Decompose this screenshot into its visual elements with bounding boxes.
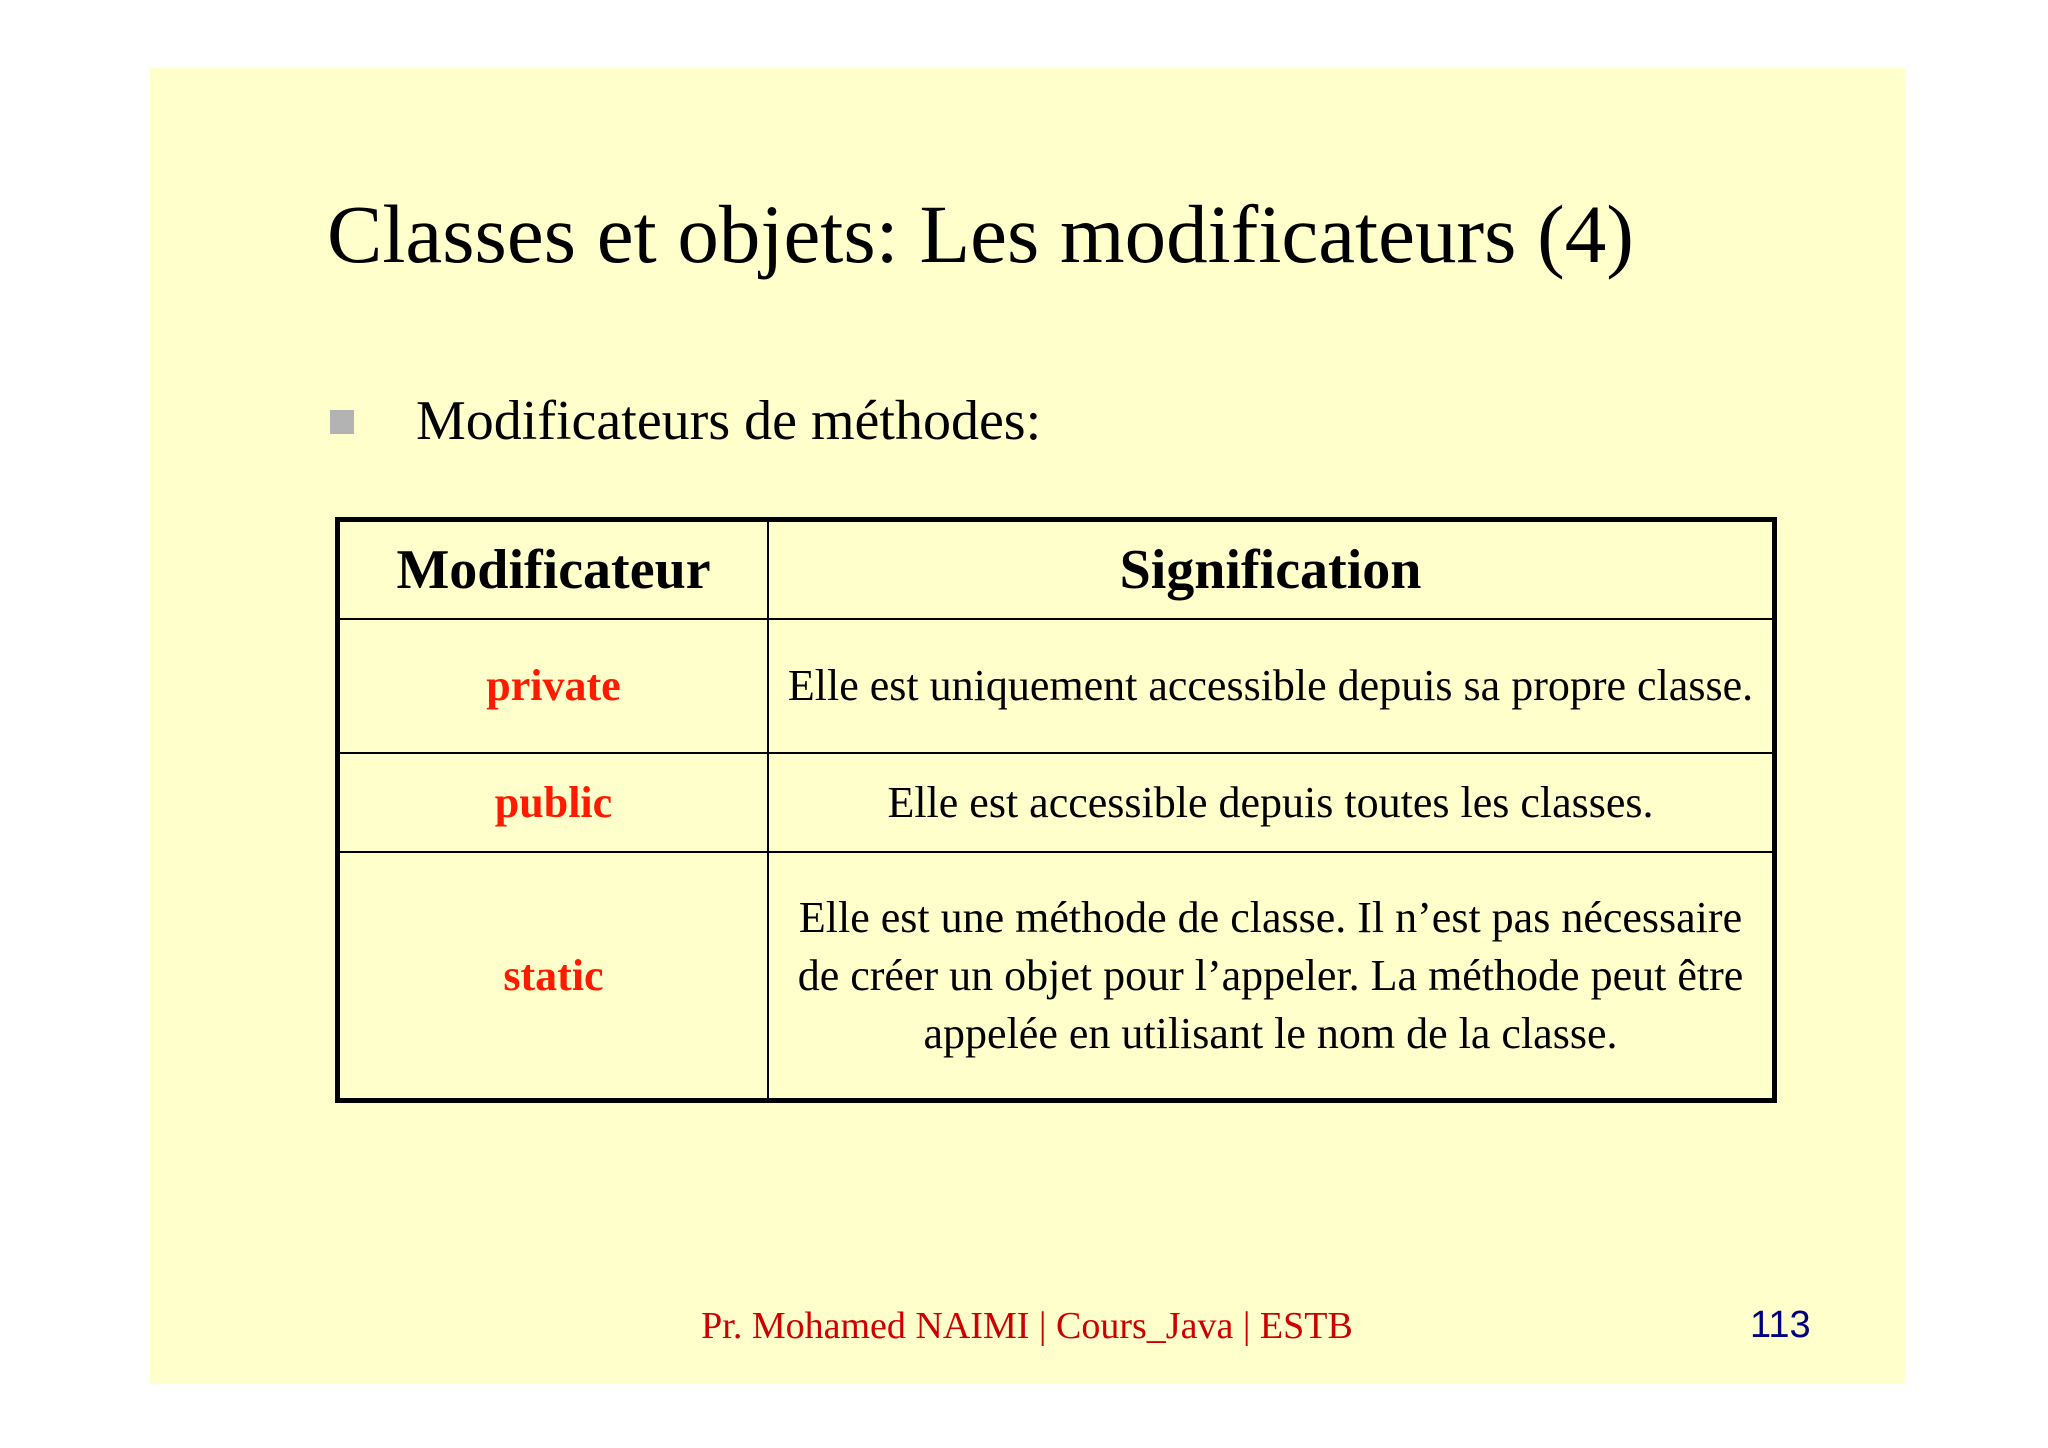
modifier-cell: public (338, 753, 769, 852)
slide-title: Classes et objets: Les modificateurs (4) (327, 188, 1634, 280)
header-signification: Signification (768, 520, 1775, 620)
page-number: 113 (1750, 1304, 1811, 1346)
header-modificateur: Modificateur (338, 520, 769, 620)
table-row (338, 619, 1775, 753)
meaning-cell: Elle est accessible depuis toutes les classes. (768, 753, 1775, 852)
modifiers-table (335, 517, 1777, 1103)
table-header-row (338, 520, 1775, 620)
slide-footer: Pr. Mohamed NAIMI | Cours_Java | ESTB (701, 1305, 1353, 1347)
bullet-text: Modificateurs de méthodes: (416, 390, 1042, 452)
modifier-cell: private (338, 619, 769, 753)
meaning-cell: Elle est uniquement accessible depuis sa propre classe. (768, 619, 1775, 753)
bullet-square-icon (330, 410, 354, 434)
table-row (338, 753, 1775, 852)
table-row (338, 852, 1775, 1101)
modifier-cell: static (338, 852, 769, 1101)
slide (150, 68, 1905, 1384)
meaning-cell: Elle est une méthode de classe. Il n’est pas nécessaire de créer un objet pour l’appeler. La méthode peut être appelée en utilisant le nom de la classe. (768, 852, 1775, 1101)
